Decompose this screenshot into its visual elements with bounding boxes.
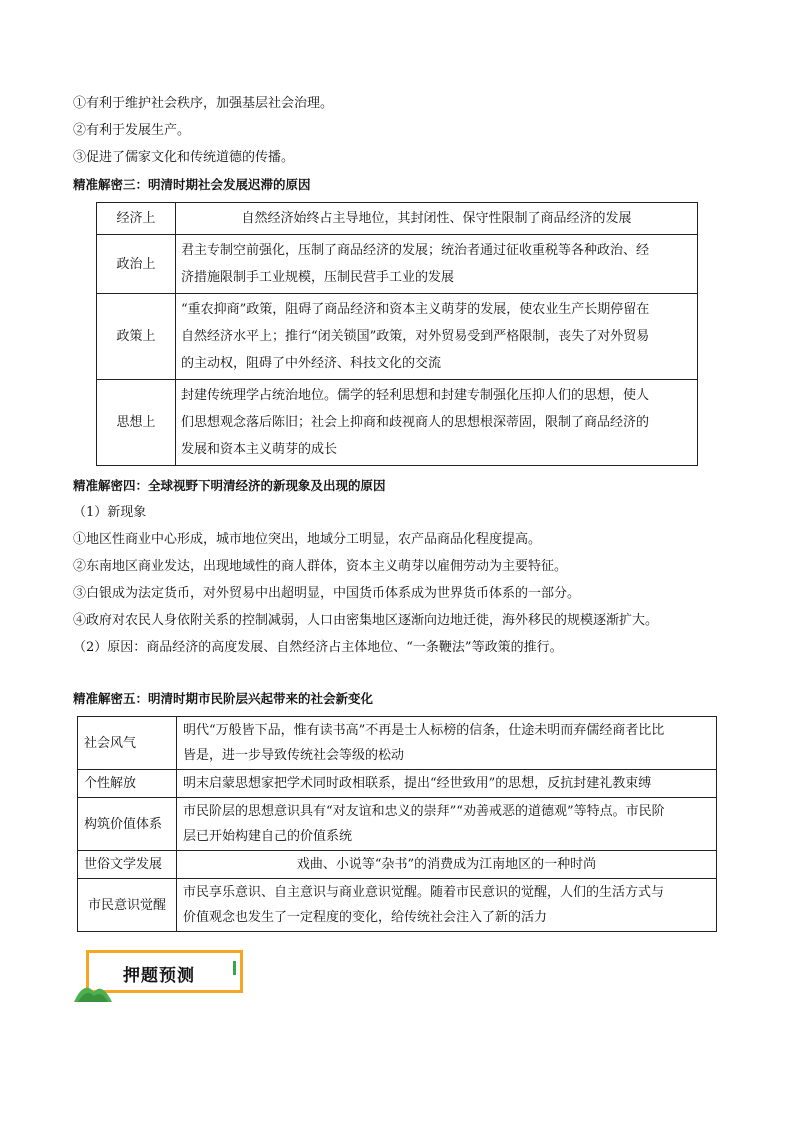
section3-title: 精准解密三：明清时期社会发展迟滞的原因 bbox=[73, 177, 311, 192]
table-row bbox=[78, 770, 717, 798]
section4-title: 精准解密四：全球视野下明清经济的新现象及出现的原因 bbox=[73, 478, 386, 493]
section4-point: ③白银成为法定货币，对外贸易中出超明显，中国货币体系成为世界货币体系的一部分。 bbox=[73, 586, 581, 601]
row-label: 世俗文学发展 bbox=[78, 851, 177, 879]
row-content: 君主专制空前强化，压制了商品经济的发展；统治者通过征收重税等各种政治、经 济措施限制手工业规模，压制民营手工业的发展 bbox=[176, 235, 698, 294]
section3-table bbox=[96, 202, 698, 466]
intro-point: ②有利于发展生产。 bbox=[73, 123, 191, 138]
section4-point: ②东南地区商业发达，出现地域性的商人群体，资本主义萌芽以雇佣劳动为主要特征。 bbox=[73, 559, 568, 574]
row-label: 思想上 bbox=[97, 380, 176, 466]
hills-icon bbox=[74, 978, 114, 1002]
intro-point: ①有利于维护社会秩序，加强基层社会治理。 bbox=[73, 96, 334, 111]
row-label: 构筑价值体系 bbox=[78, 798, 177, 851]
row-content: “重农抑商”政策，阻碍了商品经济和资本主义萌芽的发展，使农业生产长期停留在 自然经济水平上；推行“闭关锁国”政策，对外贸易受到严格限制，丧失了对外贸易 的主动权，阻碍了中外经济、科技文化的交流 bbox=[176, 294, 698, 380]
row-content: 封建传统理学占统治地位。儒学的轻利思想和封建专制强化压抑人们的思想，使人 们思想观念落后陈旧；社会上抑商和歧视商人的思想根深蒂固，限制了商品经济的 发展和资本主义萌芽的成长 bbox=[176, 380, 698, 466]
table-row bbox=[97, 235, 698, 294]
badge-accent bbox=[233, 961, 236, 975]
row-content: 明末启蒙思想家把学术同时政相联系，提出“经世致用”的思想，反抗封建礼教束缚 bbox=[177, 770, 717, 798]
section5-title: 精准解密五：明清时期市民阶层兴起带来的社会新变化 bbox=[73, 691, 374, 706]
section5-table bbox=[77, 716, 717, 932]
row-label: 政策上 bbox=[97, 294, 176, 380]
row-label: 市民意识觉醒 bbox=[78, 879, 177, 932]
intro-point: ③促进了儒家文化和传统道德的传播。 bbox=[73, 150, 295, 165]
section4-subtitle: （1）新现象 bbox=[73, 505, 147, 520]
table-row bbox=[97, 380, 698, 466]
row-content: 市民享乐意识、自主意识与商业意识觉醒。随着市民意识的觉醒，人们的生活方式与 价值观念也发生了一定程度的变化，给传统社会注入了新的活力 bbox=[177, 879, 717, 932]
row-label: 经济上 bbox=[97, 203, 176, 235]
table-row bbox=[78, 798, 717, 851]
row-content: 自然经济始终占主导地位，其封闭性、保守性限制了商品经济的发展 bbox=[176, 203, 698, 235]
badge-title: 押题预测 bbox=[123, 966, 195, 986]
row-content: 明代“万般皆下品，惟有读书高”不再是士人标榜的信条，仕途未明而弃儒经商者比比 皆是，进一步导致传统社会等级的松动 bbox=[177, 717, 717, 770]
table-row bbox=[97, 203, 698, 235]
section4-reason: （2）原因：商品经济的高度发展、自然经济占主体地位、“一条鞭法”等政策的推行。 bbox=[73, 640, 563, 655]
table-row bbox=[78, 717, 717, 770]
table-row bbox=[97, 294, 698, 380]
section4-point: ①地区性商业中心形成，城市地位突出，地域分工明显，农产品商品化程度提高。 bbox=[73, 532, 542, 547]
row-content: 戏曲、小说等“杂书”的消费成为江南地区的一种时尚 bbox=[177, 851, 717, 879]
row-label: 社会风气 bbox=[78, 717, 177, 770]
row-label: 个性解放 bbox=[78, 770, 177, 798]
row-label: 政治上 bbox=[97, 235, 176, 294]
row-content: 市民阶层的思想意识具有“对友谊和忠义的崇拜”“劝善戒恶的道德观”等特点。市民阶 层已开始构建自己的价值系统 bbox=[177, 798, 717, 851]
table-row bbox=[78, 851, 717, 879]
section4-point: ④政府对农民人身依附关系的控制减弱，人口由密集地区逐渐向边地迁徙，海外移民的规模逐渐扩大。 bbox=[73, 613, 659, 628]
table-row bbox=[78, 879, 717, 932]
